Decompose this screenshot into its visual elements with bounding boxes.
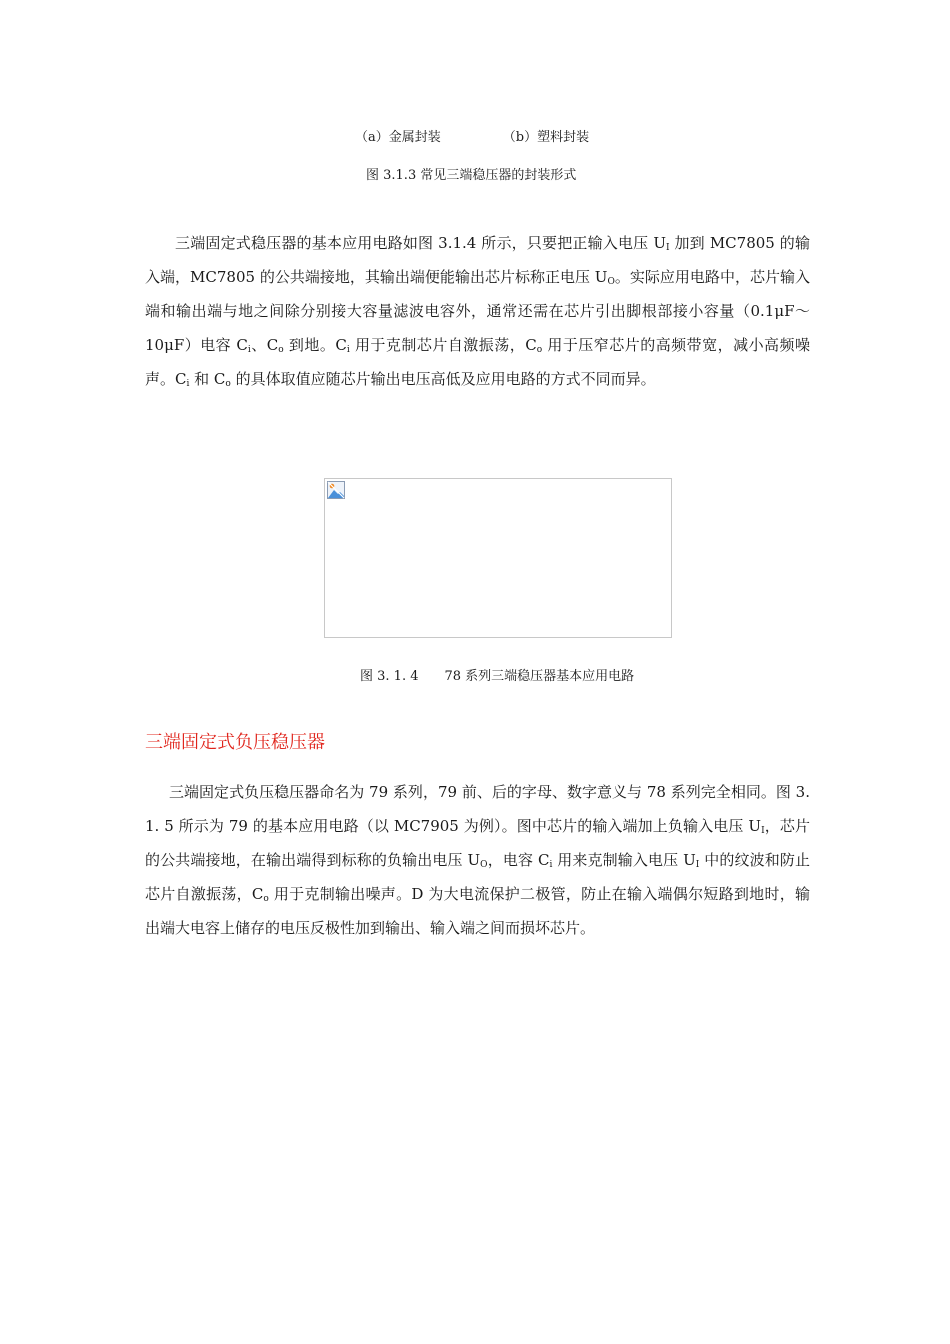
subcaption-plastic-package: （b）塑料封装 [502,130,590,145]
figure-3-1-4-caption [360,665,634,684]
paragraph-positive-regulator: 三端固定式稳压器的基本应用电路如图 3.1.4 所示，只要把正输入电压 $U_I$ 加到 MC7805 的输入端，MC7805 的公共端接地，其输出端便能输出芯片标称正电压 $U_O$。实际应用电路中，芯片输入端和输出端与地之间除分别接大容量滤波电容外，通常还需在芯片引出脚根部接小容量（0.1μF～10μF）电容 $C_i$、$C_o$ 到地。$C_i$ 用于克制芯片自激振荡，$C_o$ 用于压窄芯片的高频带宽，减小高频噪声。$C_i$ 和 $C_o$ 的具体取值应随芯片输出电压高低及应用电路的方式不同而异。 [145,234,811,389]
section-heading: 三端固定式负压稳压器 [145,732,325,753]
figure-3-1-3-subcaptions [355,126,589,145]
figure-3-1-4-image-placeholder [324,478,672,638]
paragraph-negative-regulator: 三端固定式负压稳压器命名为 79 系列，79 前、后的字母、数字意义与 78 系列完全相同。图 3. 1. 5 所示为 79 的基本应用电路（以 MC7905 为例）。图中芯片的输入端加上负输入电压 $U_I$，芯片的公共端接地，在输出端得到标称的负输出电压 $U_O$，电容 $C_i$ 用来克制输入电压 $U_I$ 中的纹波和防止芯片自激振荡，$C_o$ 用于克制输出噪声。D 为大电流保护二极管，防止在输入端偶尔短路到地时，输出端大电容上储存的电压反极性加到输出、输入端之间而损坏芯片。 [145,783,810,937]
broken-image-icon [327,481,345,499]
subcaption-metal-package: （a）金属封装 [355,130,441,145]
figure-number: 图 3. 1. 4 [360,669,419,684]
figure-3-1-3-caption: 图 3.1.3 常见三端稳压器的封装形式 [366,168,577,183]
figure-title: 78 系列三端稳压器基本应用电路 [444,669,635,684]
